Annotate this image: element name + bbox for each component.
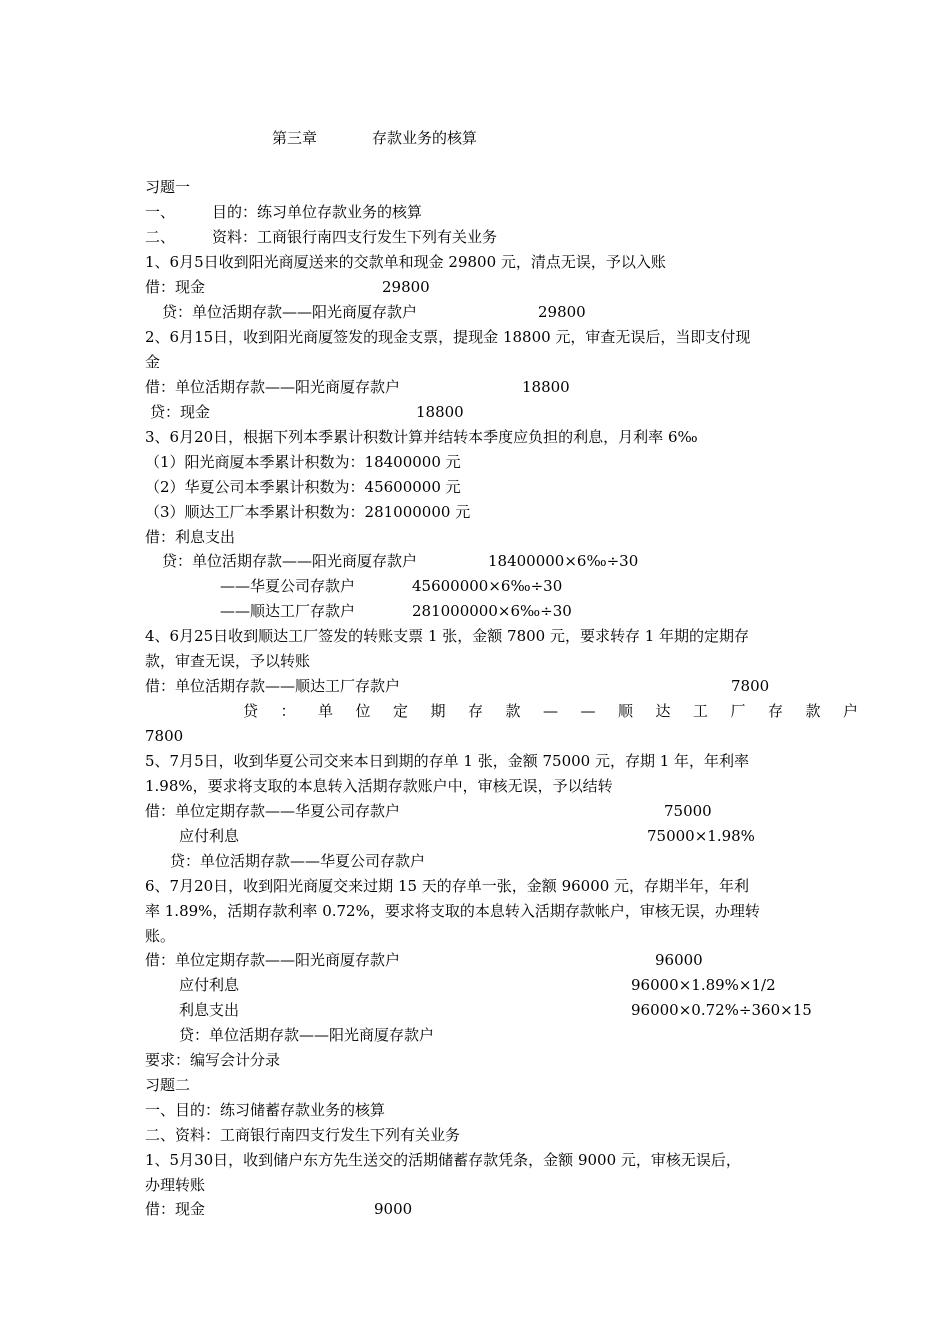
task-4-text-line-1: 4、6月25日收到顺达工厂签发的转账支票 1 张，金额 7800 元，要求转存 1 年期的定期存: [145, 627, 750, 645]
task-3-item-1: （1）阳光商厦本季累计积数为：18400000 元: [145, 453, 461, 471]
chapter-title: 存款业务的核算: [372, 129, 478, 147]
task-1-credit-amount: 29800: [538, 303, 586, 321]
task-6-text-line-2: 率 1.89%，活期存款利率 0.72%，要求将支取的本息转入活期存款帐户，审核无误，办理转: [145, 902, 760, 920]
task-3-credit-2: ——华夏公司存款户: [220, 577, 356, 595]
task-5-debit-amount: 75000: [664, 802, 712, 820]
task-5-text-line-1: 5、7月5日，收到华夏公司交来本日到期的存单 1 张，金额 75000 元，存期 1 年，年利率: [145, 752, 750, 770]
ex2-task-1-text-line-2: 办理转账: [145, 1176, 206, 1194]
task-3-debit: 借：利息支出: [145, 528, 236, 546]
task-2-text-line-1: 2、6月15日，收到阳光商厦签发的现金支票，提现金 18800 元，审查无误后，当即支付现: [145, 328, 751, 346]
task-6-debit-2: 应付利息: [179, 976, 240, 994]
task-3-credit-2-amount: 45600000×6‰÷30: [412, 577, 563, 595]
task-2-debit-amount: 18800: [522, 378, 570, 396]
task-5-debit-2-amount: 75000×1.98%: [647, 827, 755, 845]
task-6-debit-3-amount: 96000×0.72%÷360×15: [631, 1001, 812, 1019]
ex2-task-1-debit-amount: 9000: [374, 1200, 413, 1218]
task-6-debit-3: 利息支出: [179, 1001, 240, 1019]
ex1-purpose: 目的：练习单位存款业务的核算: [212, 203, 423, 221]
task-1-debit-amount: 29800: [382, 278, 430, 296]
requirement: 要求：编写会计分录: [145, 1051, 281, 1069]
task-3-item-3: （3）顺达工厂本季累计积数为：281000000 元: [145, 503, 471, 521]
exercise-1-heading: 习题一: [145, 178, 191, 196]
task-3-credit-3: ——顺达工厂存款户: [220, 602, 356, 620]
task-4-credit-amount: 7800: [145, 727, 184, 745]
task-5-credit: 贷：单位活期存款——华夏公司存款户: [170, 852, 426, 870]
task-3-text: 3、6月20日，根据下列本季累计积数计算并结转本季度应负担的利息，月利率 6‰: [145, 428, 698, 446]
ex2-materials: 二、资料：工商银行南四支行发生下列有关业务: [145, 1126, 461, 1144]
task-6-debit-2-amount: 96000×1.89%×1/2: [631, 976, 776, 994]
task-5-text-line-2: 1.98%，要求将支取的本息转入活期存款账户中，审核无误，予以结转: [145, 777, 613, 795]
ex1-materials: 资料：工商银行南四支行发生下列有关业务: [212, 228, 498, 246]
exercise-2-heading: 习题二: [145, 1076, 191, 1094]
ex1-section-2-number: 二、: [145, 228, 176, 246]
chapter-number: 第三章: [272, 129, 318, 147]
task-6-credit: 贷：单位活期存款——阳光商厦存款户: [179, 1026, 435, 1044]
task-3-credit-1-amount: 18400000×6‰÷30: [488, 552, 639, 570]
task-2-credit-amount: 18800: [416, 403, 464, 421]
task-6-debit-amount: 96000: [655, 951, 703, 969]
task-1-text: 1、6月5日收到阳光商厦送来的交款单和现金 29800 元，清点无误，予以入账: [145, 253, 666, 271]
task-6-text-line-1: 6、7月20日，收到阳光商厦交来过期 15 天的存单一张，金额 96000 元，存期半年，年利: [145, 877, 750, 895]
task-3-credit-1: 贷：单位活期存款——阳光商厦存款户: [162, 552, 418, 570]
task-5-debit-2: 应付利息: [179, 827, 240, 845]
task-2-debit: 借：单位活期存款——阳光商厦存款户: [145, 378, 401, 396]
task-1-debit: 借：现金: [145, 278, 206, 296]
task-2-credit: 贷：现金: [150, 403, 211, 421]
task-4-credit: 贷：单位定期存款——顺达工厂存款户: [243, 702, 881, 720]
task-2-text-line-2: 金: [145, 353, 161, 371]
ex2-task-1-text-line-1: 1、5月30日，收到储户东方先生送交的活期储蓄存款凭条，金额 9000 元，审核无误后，: [145, 1151, 741, 1169]
task-4-text-line-2: 款，审查无误，予以转账: [145, 652, 311, 670]
task-3-credit-3-amount: 281000000×6‰÷30: [412, 602, 572, 620]
task-4-debit-amount: 7800: [731, 677, 770, 695]
task-3-item-2: （2）华夏公司本季累计积数为：45600000 元: [145, 478, 461, 496]
task-1-credit: 贷：单位活期存款——阳光商厦存款户: [162, 303, 418, 321]
task-6-debit: 借：单位定期存款——阳光商厦存款户: [145, 951, 401, 969]
task-4-debit: 借：单位活期存款——顺达工厂存款户: [145, 677, 401, 695]
ex1-section-1-number: 一、: [145, 203, 176, 221]
task-6-text-line-3: 账。: [145, 927, 176, 945]
ex2-purpose: 一、目的：练习储蓄存款业务的核算: [145, 1101, 386, 1119]
task-5-debit: 借：单位定期存款——华夏公司存款户: [145, 802, 401, 820]
ex2-task-1-debit: 借：现金: [145, 1200, 206, 1218]
